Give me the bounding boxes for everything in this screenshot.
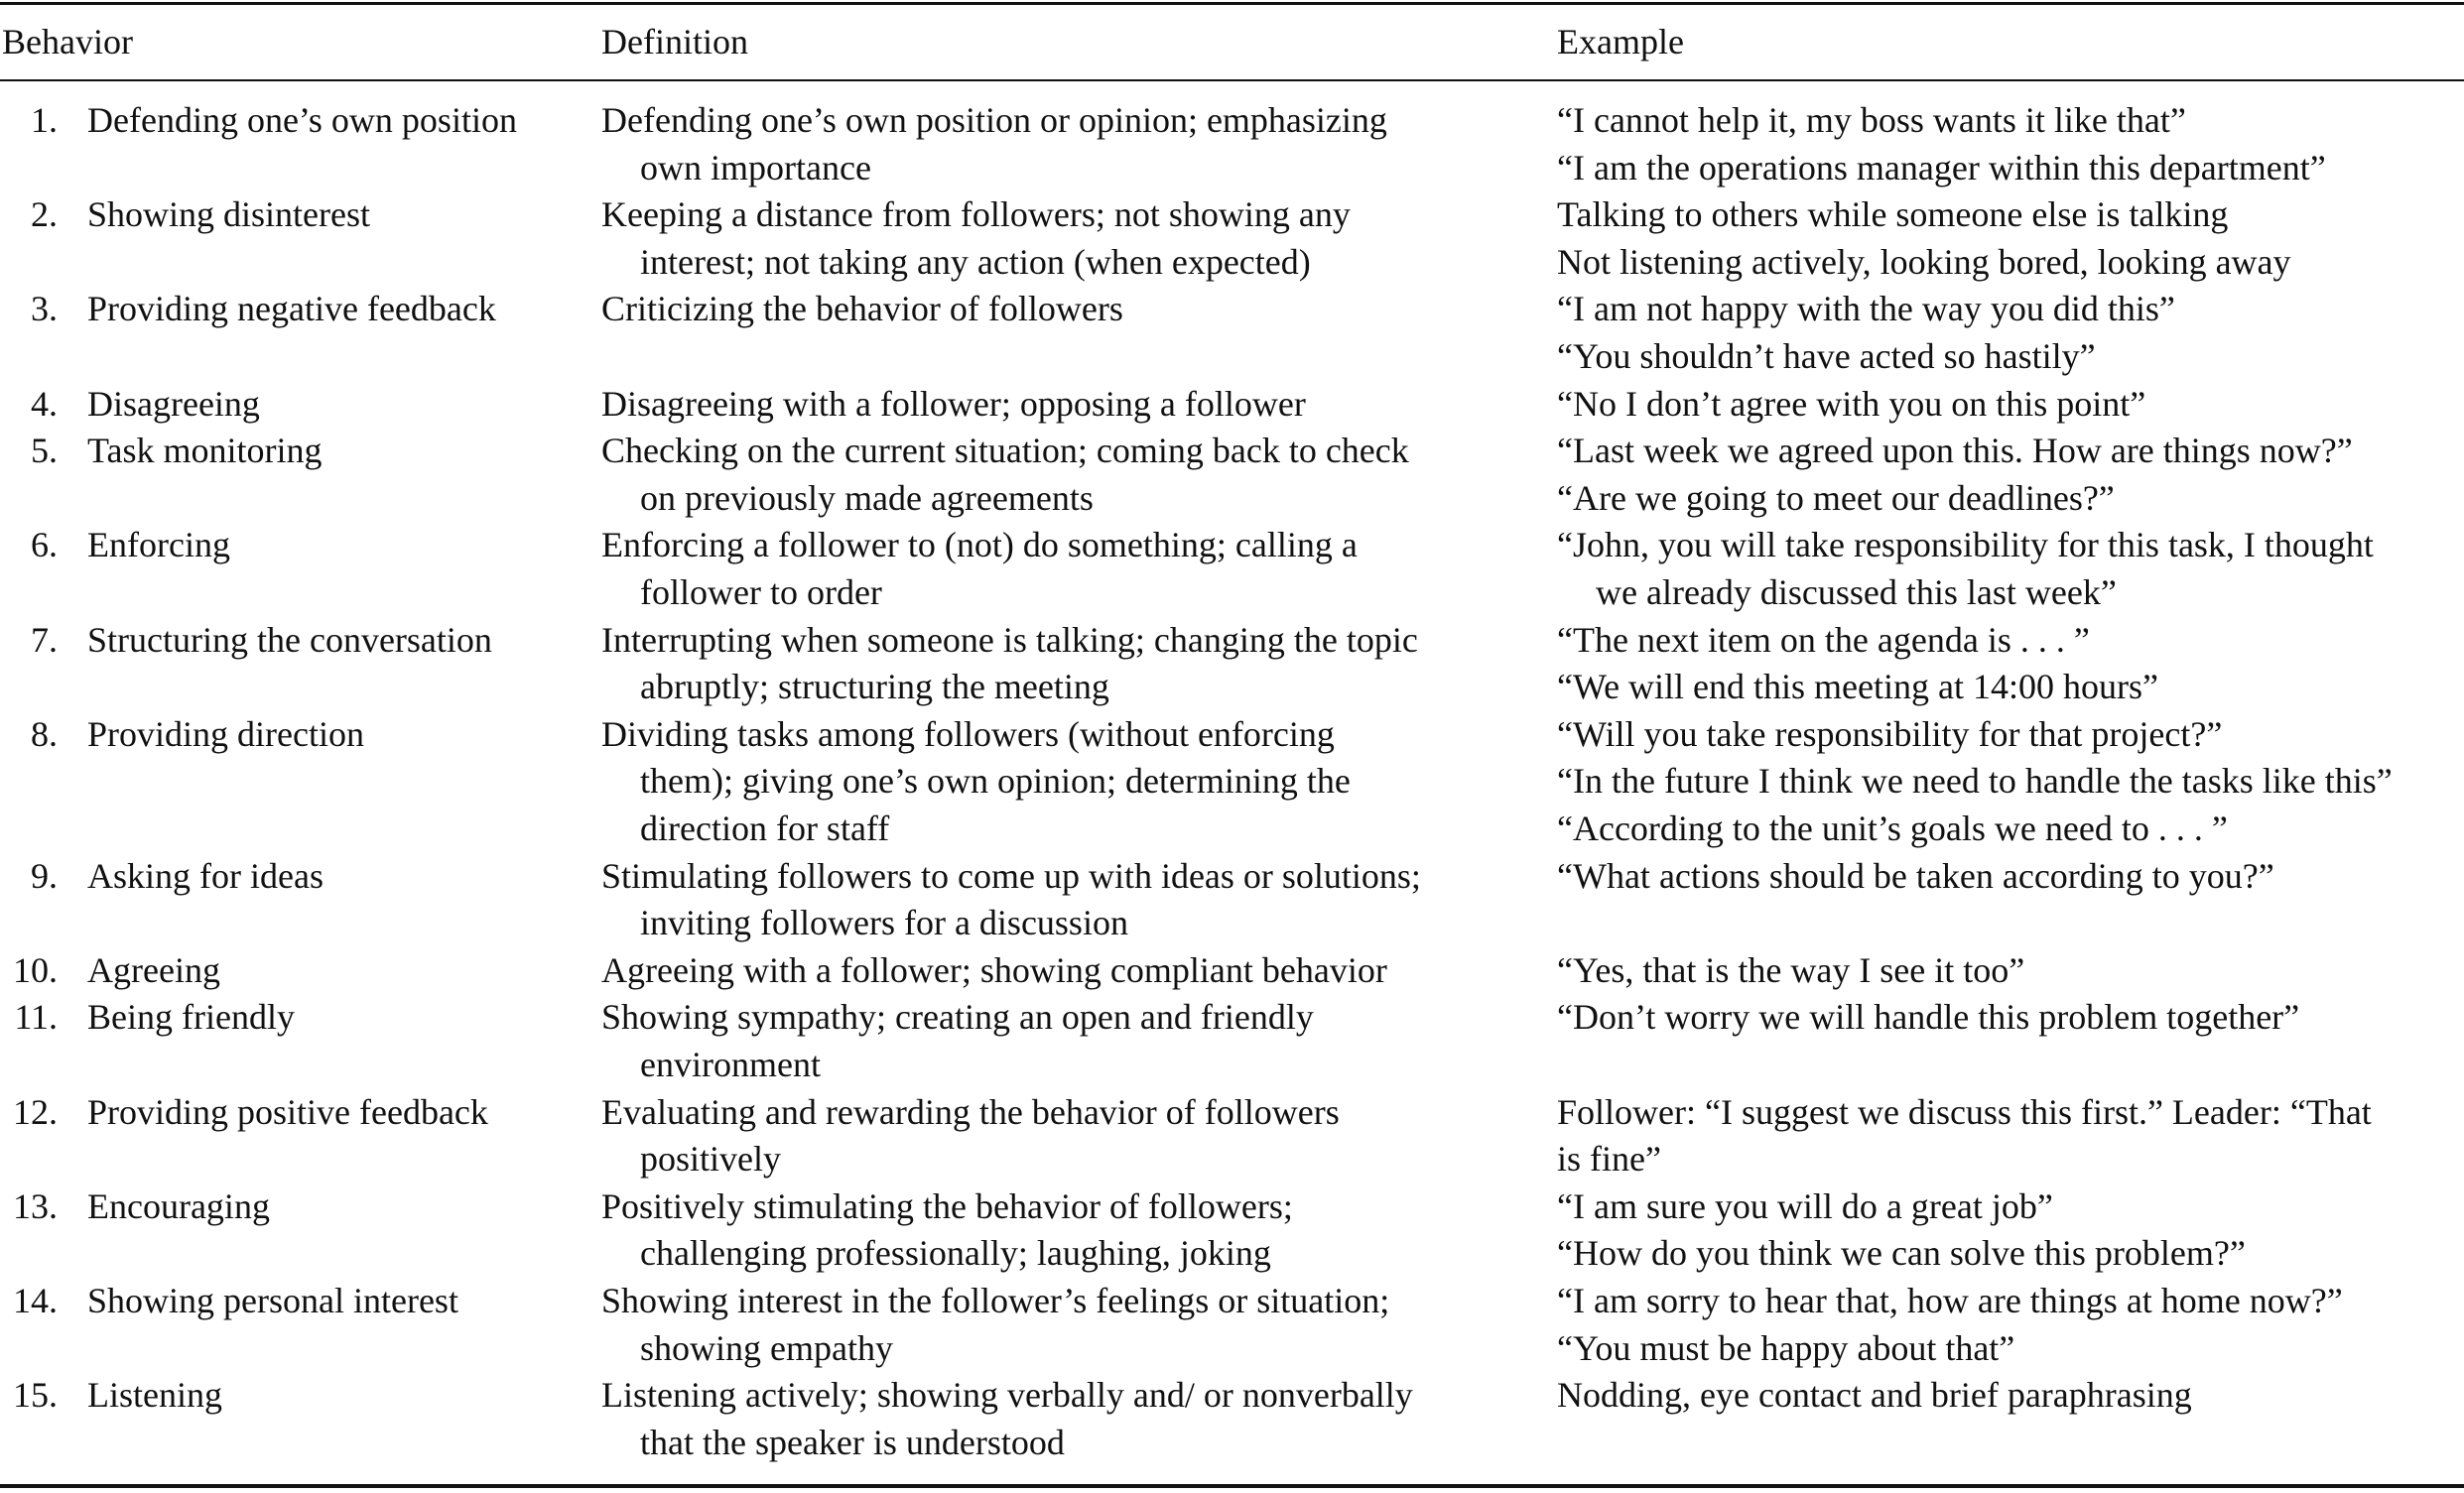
row-number: 10. <box>13 949 58 990</box>
example-line: “In the future I think we need to handle the tasks like this” <box>1557 761 2393 802</box>
definition-line: Disagreeing with a follower; opposing a follower <box>601 383 1306 424</box>
definition-cell <box>601 286 1534 333</box>
definition-cell <box>601 191 1534 286</box>
behavior-cell: Defending one’s own position <box>87 100 517 140</box>
behavior-cell: Showing disinterest <box>87 194 370 235</box>
table-row <box>0 1372 2464 1466</box>
behavior-cell: Task monitoring <box>87 431 323 471</box>
definition-line: Stimulating followers to come up with ideas or solutions; <box>601 855 1421 896</box>
example-line: “I cannot help it, my boss wants it like that” <box>1557 100 2186 140</box>
table-row <box>0 286 2464 380</box>
definition-cell <box>601 1183 1534 1278</box>
definition-line: Interrupting when someone is talking; changing the topic <box>601 619 1418 660</box>
example-line: “I am sorry to hear that, how are things at home now?” <box>1557 1281 2343 1320</box>
example-cell <box>1557 1278 2462 1372</box>
table-row <box>0 522 2464 616</box>
behavior-cell: Providing positive feedback <box>87 1091 488 1132</box>
row-number: 2. <box>31 194 58 235</box>
definition-line: Agreeing with a follower; showing compliant behavior <box>601 949 1387 990</box>
behavior-cell: Agreeing <box>87 949 220 990</box>
example-cell <box>1557 97 2462 191</box>
definition-line: inviting followers for a discussion <box>640 903 1128 943</box>
definition-line: Evaluating and rewarding the behavior of followers <box>601 1091 1340 1132</box>
behavior-cell: Showing personal interest <box>87 1281 458 1320</box>
definition-line: on previously made agreements <box>640 477 1094 518</box>
row-number: 5. <box>31 431 58 471</box>
definition-line: them); giving one’s own opinion; determining the <box>640 761 1351 802</box>
table-row <box>0 994 2464 1088</box>
definition-line: Dividing tasks among followers (without enforcing <box>601 713 1335 754</box>
example-line: “The next item on the agenda is . . . ” <box>1557 619 2090 660</box>
example-cell <box>1557 428 2462 522</box>
example-line: “We will end this meeting at 14:00 hours” <box>1557 667 2158 707</box>
example-line: “I am the operations manager within this department” <box>1557 147 2326 187</box>
table-row <box>0 191 2464 286</box>
table-row <box>0 947 2464 995</box>
example-line: “What actions should be taken according to you?” <box>1557 855 2274 896</box>
table-row <box>0 853 2464 947</box>
example-line: is fine” <box>1557 1139 1661 1180</box>
table-row <box>0 381 2464 429</box>
row-number: 7. <box>31 619 58 660</box>
behavior-cell: Asking for ideas <box>87 855 324 896</box>
table-row <box>0 1183 2464 1278</box>
row-number: 14. <box>13 1281 58 1320</box>
definition-line: Listening actively; showing verbally and/ or nonverbally <box>601 1375 1413 1416</box>
table-row <box>0 1278 2464 1372</box>
definition-line: interest; not taking any action (when expected) <box>640 241 1311 282</box>
row-number: 3. <box>31 289 58 329</box>
behavior-cell: Listening <box>87 1375 222 1416</box>
header-rule <box>0 79 2464 81</box>
example-cell <box>1557 617 2462 711</box>
example-cell <box>1557 853 2462 901</box>
definition-line: positively <box>640 1139 781 1180</box>
example-line: “I am not happy with the way you did this” <box>1557 289 2175 329</box>
behavior-cell: Providing negative feedback <box>87 289 496 329</box>
definition-line: Enforcing a follower to (not) do something; calling a <box>601 525 1358 565</box>
definition-line: abruptly; structuring the meeting <box>640 667 1109 707</box>
example-line: “Last week we agreed upon this. How are things now?” <box>1557 431 2353 471</box>
table-row <box>0 97 2464 191</box>
example-line: Follower: “I suggest we discuss this first.” Leader: “That <box>1557 1091 2372 1132</box>
example-line: “John, you will take responsibility for this task, I thought <box>1557 525 2374 565</box>
row-number: 11. <box>14 997 58 1038</box>
definition-line: Showing sympathy; creating an open and friendly <box>601 997 1314 1038</box>
example-cell <box>1557 522 2462 616</box>
definition-line: own importance <box>640 147 871 187</box>
behavior-cell: Being friendly <box>87 997 295 1038</box>
header-definition: Definition <box>601 22 748 62</box>
example-line: “You must be happy about that” <box>1557 1327 2015 1368</box>
behavior-cell: Providing direction <box>87 713 364 754</box>
example-line: we already discussed this last week” <box>1596 571 2117 612</box>
example-cell <box>1557 191 2462 286</box>
definition-cell <box>601 1089 1534 1183</box>
example-cell <box>1557 381 2462 429</box>
definition-cell <box>601 381 1534 429</box>
definition-cell <box>601 1278 1534 1372</box>
definition-line: follower to order <box>640 571 882 612</box>
table-bottom-rule <box>0 1484 2464 1488</box>
definition-cell <box>601 617 1534 711</box>
example-line: “How do you think we can solve this problem?” <box>1557 1233 2246 1274</box>
definition-line: Positively stimulating the behavior of followers; <box>601 1185 1293 1226</box>
definition-line: that the speaker is understood <box>640 1422 1065 1462</box>
example-cell <box>1557 947 2462 995</box>
row-number: 4. <box>31 383 58 424</box>
example-line: “Will you take responsibility for that project?” <box>1557 713 2223 754</box>
definition-cell <box>601 711 1534 853</box>
row-number: 6. <box>31 525 58 565</box>
definition-line: direction for staff <box>640 808 890 848</box>
definition-cell <box>601 97 1534 191</box>
definition-cell <box>601 947 1534 995</box>
example-line: “According to the unit’s goals we need to . . . ” <box>1557 808 2228 848</box>
row-number: 9. <box>31 855 58 896</box>
behavior-cell: Structuring the conversation <box>87 619 492 660</box>
row-number: 15. <box>13 1375 58 1416</box>
example-cell <box>1557 994 2462 1042</box>
definition-line: Checking on the current situation; coming back to check <box>601 431 1409 471</box>
example-line: Talking to others while someone else is talking <box>1557 194 2229 235</box>
table-row <box>0 617 2464 711</box>
row-number: 12. <box>13 1091 58 1132</box>
table-row <box>0 1089 2464 1183</box>
example-cell <box>1557 1372 2462 1420</box>
example-line: “You shouldn’t have acted so hastily” <box>1557 335 2096 376</box>
example-line: “Don’t worry we will handle this problem together” <box>1557 997 2300 1038</box>
header-example: Example <box>1557 22 1684 62</box>
definition-line: showing empathy <box>640 1327 893 1368</box>
example-cell <box>1557 286 2462 380</box>
definition-cell <box>601 428 1534 522</box>
behavior-cell: Disagreeing <box>87 383 260 424</box>
example-line: “No I don’t agree with you on this point” <box>1557 383 2146 424</box>
table-row <box>0 428 2464 522</box>
row-number: 13. <box>13 1185 58 1226</box>
example-cell <box>1557 1089 2462 1183</box>
definition-line: Keeping a distance from followers; not showing any <box>601 194 1351 235</box>
example-line: “I am sure you will do a great job” <box>1557 1185 2053 1226</box>
definition-cell <box>601 522 1534 616</box>
example-line: “Yes, that is the way I see it too” <box>1557 949 2025 990</box>
definition-cell <box>601 1372 1534 1466</box>
definition-cell <box>601 994 1534 1088</box>
example-line: Nodding, eye contact and brief paraphrasing <box>1557 1375 2192 1416</box>
definition-line: environment <box>640 1044 821 1084</box>
definition-line: Defending one’s own position or opinion; emphasizing <box>601 100 1387 140</box>
definition-line: Criticizing the behavior of followers <box>601 289 1123 329</box>
example-line: Not listening actively, looking bored, looking away <box>1557 241 2291 282</box>
definition-cell <box>601 853 1534 947</box>
row-number: 1. <box>31 100 58 140</box>
table-top-rule <box>0 2 2464 5</box>
table-row <box>0 711 2464 853</box>
behavior-cell: Enforcing <box>87 525 230 565</box>
behavior-cell: Encouraging <box>87 1185 270 1226</box>
row-number: 8. <box>31 713 58 754</box>
example-cell <box>1557 1183 2462 1278</box>
definition-line: challenging professionally; laughing, joking <box>640 1233 1271 1274</box>
definition-line: Showing interest in the follower’s feelings or situation; <box>601 1281 1390 1320</box>
header-behavior: Behavior <box>2 22 133 62</box>
example-cell <box>1557 711 2462 853</box>
example-line: “Are we going to meet our deadlines?” <box>1557 477 2115 518</box>
